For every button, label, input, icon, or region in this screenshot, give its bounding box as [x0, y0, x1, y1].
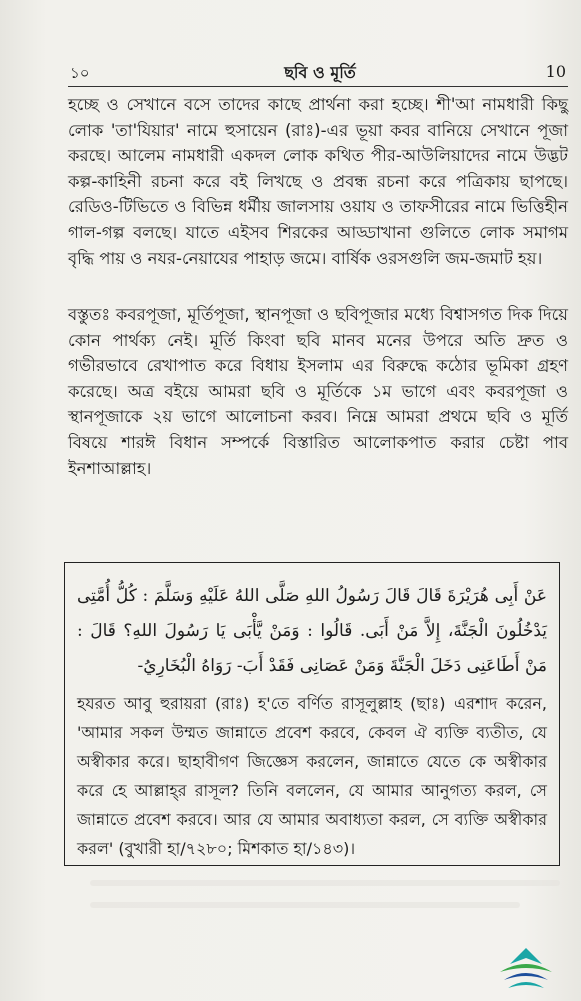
page-header — [70, 60, 570, 84]
header-rule — [68, 86, 568, 87]
hadith-arabic: عَنْ أَبِى هُرَيْرَةَ قَالَ قَالَ رَسُولُ اللهِ صَلَّى اللهُ عَلَيْهِ وَسَلَّمَ : كُلُّ أُمَّتِى يَدْخُلُونَ الْجَنَّةَ، إِلاَّ مَنْ أَبَى. قَالُوا : وَمَنْ يَّأْبَى يَا رَسُولَ اللهِ؟ قَالَ : مَنْ أَطَاعَنِى دَخَلَ الْجَنَّةَ وَمَنْ عَصَانِى فَقَدْ أَبَ- رَوَاهُ الْبُخَارِيُ- — [77, 586, 547, 676]
running-title: ছবি ও মূর্তি — [284, 63, 356, 82]
publisher-logo-icon — [494, 946, 558, 990]
page-number-bengali: ১০ — [70, 64, 90, 82]
paragraph-idol-worship: বস্তুতঃ কবরপূজা, মূর্তিপূজা, স্থানপূজা ও ছবিপূজার মধ্যে বিশ্বাসগত দিক দিয়ে কোন পার্থক্য নেই। মূর্তি কিংবা ছবি মানব মনের উপরে অতি দ্রুত ও গভীরভাবে রেখাপাত করে বিধায় ইসলাম এর বিরুদ্ধে কঠোর ভূমিকা গ্রহণ করেছে। অত্র বইয়ে আমরা ছবি ও মূর্তিকে ১ম ভাগে এবং কবরপূজা ও স্থানপূজাকে ২য় ভাগে আলোচনা করব। নিম্নে আমরা প্রথমে ছবি ও মূর্তি বিষয়ে শারঈ বিধান সম্পর্কে বিস্তারিত আলোকপাত করার চেষ্টা পাব ইনশাআল্লাহ। — [68, 305, 568, 478]
page-number: 10 — [545, 62, 566, 81]
hadith-box — [64, 562, 560, 866]
hadith-translation: হযরত আবু হুরায়রা (রাঃ) হ'তে বর্ণিত রাসূলুল্লাহ (ছাঃ) এরশাদ করেন, 'আমার সকল উম্মত জান্নাতে প্রবেশ করবে, কেবল ঐ ব্যক্তি ব্যতীত, যে অস্বীকার করে। ছাহাবীগণ জিজ্ঞেস করলেন, জান্নাতে যেতে কে অস্বীকার করে হে আল্লাহ্‌র রাসূল? তিনি বললেন, যে আমার আনুগত্য করল, সে জান্নাতে প্রবেশ করবে। আর যে আমার অবাধ্যতা করল, সে ব্যক্তি অস্বীকার করল' (বুখারী হা/৭২৮০; মিশকাত হা/১৪৩)। — [77, 694, 547, 858]
bleed-through-line — [90, 880, 560, 886]
bleed-through-line — [90, 902, 520, 908]
paragraph-shrine-worship: হচ্ছে ও সেখানে বসে তাদের কাছে প্রার্থনা করা হচ্ছে। শী'আ নামধারী কিছু লোক 'তা'যিয়ার' নামে হুসায়েন (রাঃ)-এর ভূয়া কবর বানিয়ে সেখানে পূজা করছে। আলেম নামধারী একদল লোক কথিত পীর-আউলিয়াদের নামে উদ্ভট কল্প-কাহিনী রচনা করে বই লিখছে ও প্রবন্ধ রচনা করে পত্রিকায় ছাপছে। রেডিও-টিভিতে ও বিভিন্ন ধর্মীয় জালসায় ওয়ায ও তাফসীরের নামে ভিত্তিহীন গাল-গল্প বলছে। যাতে এইসব শিরকের আড্ডাখানা গুলিতে লোক সমাগম বৃদ্ধি পায় ও নযর-নেয়াযের পাহাড় জমে। বার্ষিক ওরসগুলি জম-জমাট হয়। — [68, 95, 568, 268]
